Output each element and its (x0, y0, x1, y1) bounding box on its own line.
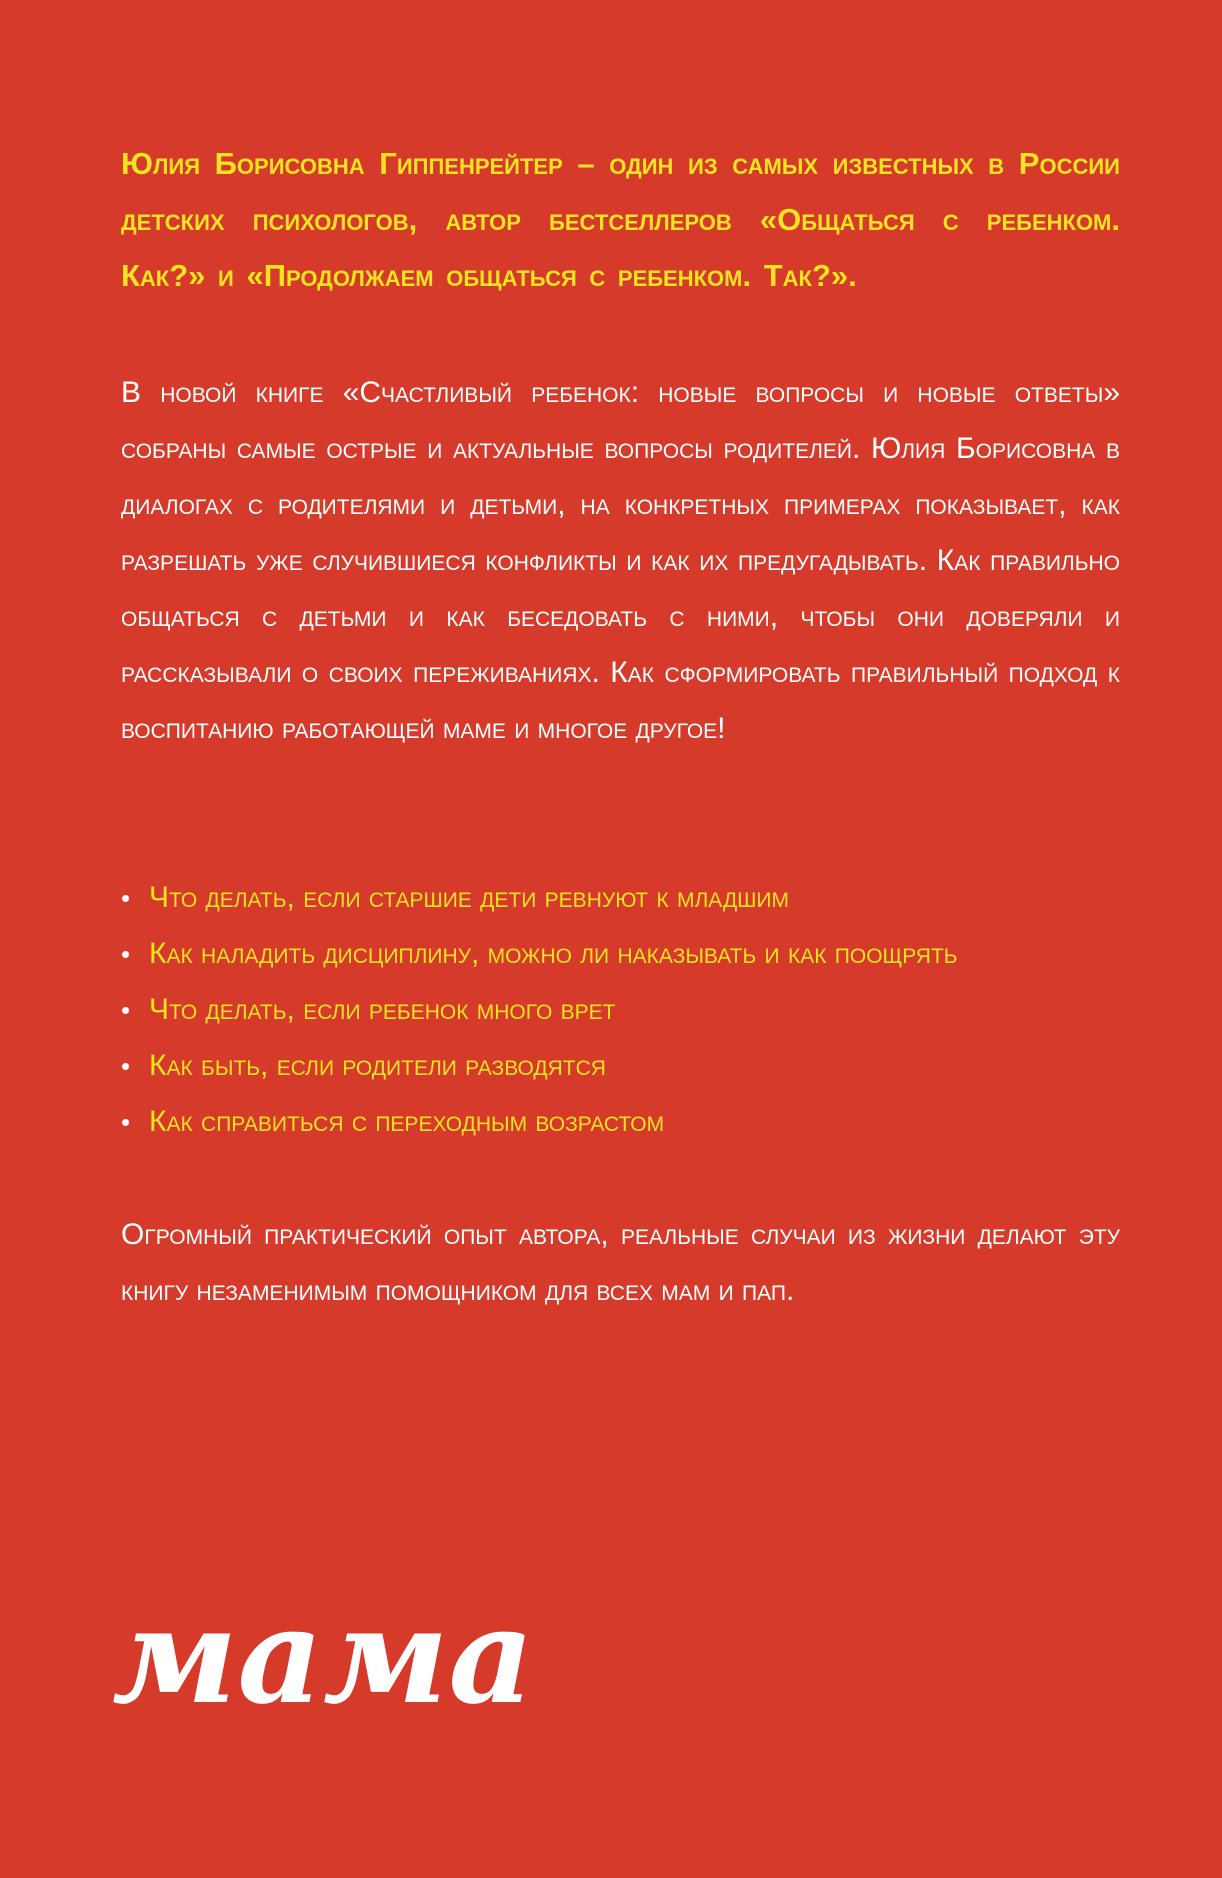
topic-item (121, 926, 1120, 982)
author-intro-paragraph: Юлия Борисовна Гиппенрейтер – один из самых известных в России детских психологов, автор бестселлеров «Общаться с ребенком. Как?» и «Продолжаем общаться с ребенком. Так?». (121, 146, 1120, 293)
mama-logo (108, 1590, 548, 1740)
topic-item (121, 1038, 1120, 1094)
topic-text: Как наладить дисциплину, можно ли наказывать и как поощрять (149, 937, 958, 970)
topics-list (121, 870, 1120, 1150)
bullet-dot-icon: • (121, 883, 131, 913)
topic-item (121, 1094, 1120, 1150)
bullet-dot-icon: • (121, 995, 131, 1025)
closing-paragraph: Огромный практический опыт автора, реальные случаи из жизни делают эту книгу незаменимым помощником для всех мам и пап. (121, 1218, 1120, 1307)
bullet-dot-icon: • (121, 1051, 131, 1081)
topic-item (121, 982, 1120, 1038)
bullet-dot-icon: • (121, 939, 131, 969)
topic-text: Что делать, если старшие дети ревнуют к младшим (149, 881, 789, 914)
topic-text: Как справиться с переходным возрастом (149, 1105, 665, 1138)
topic-item (121, 870, 1120, 926)
mama-logo-text: мама (112, 1590, 535, 1734)
bullet-dot-icon: • (121, 1107, 131, 1137)
topic-text: Что делать, если ребенок много врет (149, 993, 616, 1026)
topic-text: Как быть, если родители разводятся (149, 1049, 606, 1082)
book-description-paragraph: В новой книге «Счастливый ребенок: новые вопросы и новые ответы» собраны самые острые и актуальные вопросы родителей. Юлия Борисовна в диалогах с родителями и детьми, на конкретных примерах показывает, как разрешать уже случившиеся конфликты и как их предугадывать. Как правильно общаться с детьми и как беседовать с ними, чтобы они доверяли и рассказывали о своих переживаниях. Как сформировать правильный подход к воспитанию работающей маме и многое другое! (121, 376, 1120, 745)
